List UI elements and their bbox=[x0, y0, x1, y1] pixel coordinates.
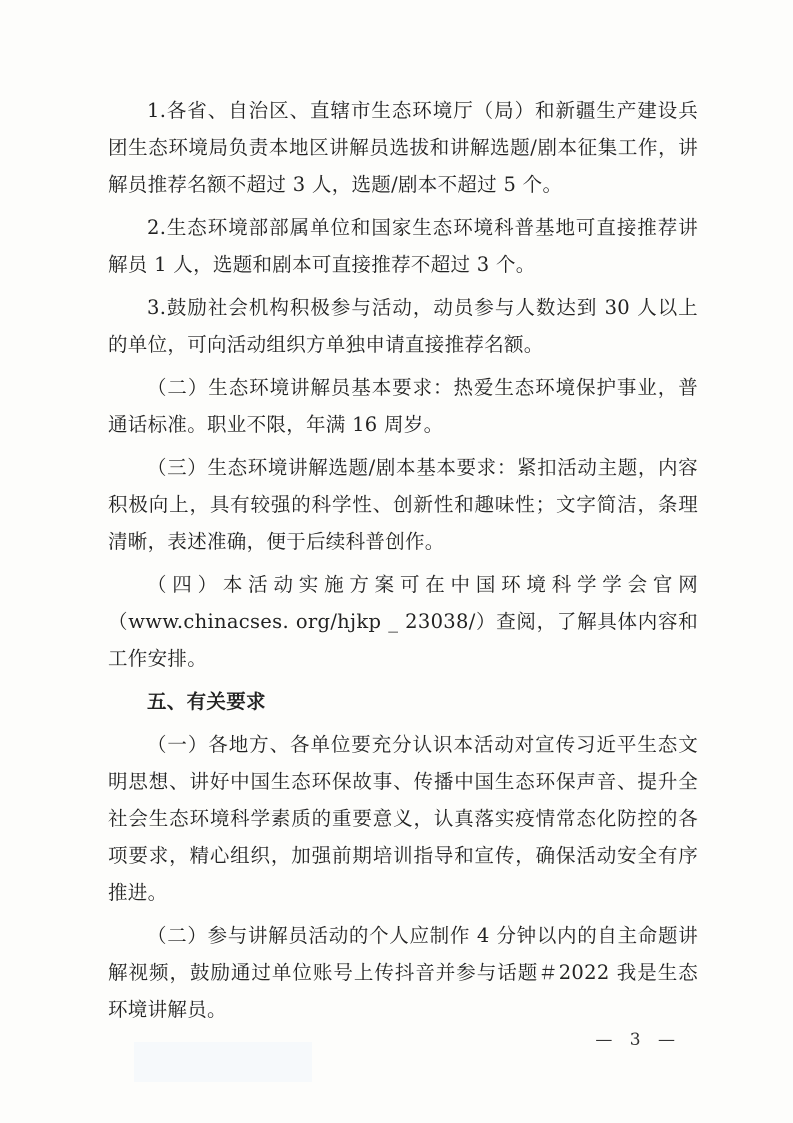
paragraph-website-info: （四）本活动实施方案可在中国环境科学学会官网（www.chinacses. org/hjkp _ 23038/）查阅，了解具体内容和工作安排。 bbox=[108, 573, 698, 670]
paragraph-requirement-2: （二）参与讲解员活动的个人应制作 4 分钟以内的自主命题讲解视频，鼓励通过单位账号上传抖音并参与话题＃2022 我是生态环境讲解员。 bbox=[108, 924, 698, 1021]
page-number: — 3 — bbox=[595, 1030, 681, 1050]
paragraph-item-2: 2.生态环境部部属单位和国家生态环境科普基地可直接推荐讲解员 1 人，选题和剧本可直接推荐不超过 3 个。 bbox=[108, 216, 698, 276]
paragraph-topic-requirements: （三）生态环境讲解选题/剧本基本要求：紧扣活动主题，内容积极向上，具有较强的科学性、创新性和趣味性；文字简洁，条理清晰，表述准确，便于后续科普创作。 bbox=[108, 456, 698, 553]
paragraph-requirement-1: （一）各地方、各单位要充分认识本活动对宣传习近平生态文明思想、讲好中国生态环保故事、传播中国生态环保声音、提升全社会生态环境科学素质的重要意义，认真落实疫情常态化防控的各项要求，精心组织，加强前期培训指导和宣传，确保活动安全有序推进。 bbox=[108, 733, 698, 904]
paragraph-item-3: 3.鼓励社会机构积极参与活动，动员参与人数达到 30 人以上的单位，可向活动组织方单独申请直接推荐名额。 bbox=[108, 296, 698, 356]
document-body bbox=[108, 92, 698, 1034]
section-heading: 五、有关要求 bbox=[147, 690, 266, 713]
paragraph-basic-requirements: （二）生态环境讲解员基本要求：热爱生态环境保护事业，普通话标准。职业不限，年满 16 周岁。 bbox=[108, 376, 698, 436]
scan-artifact bbox=[134, 1042, 312, 1082]
paragraph-item-1: 1.各省、自治区、直辖市生态环境厅（局）和新疆生产建设兵团生态环境局负责本地区讲解员选拔和讲解选题/剧本征集工作，讲解员推荐名额不超过 3 人，选题/剧本不超过 5 个。 bbox=[108, 99, 698, 196]
